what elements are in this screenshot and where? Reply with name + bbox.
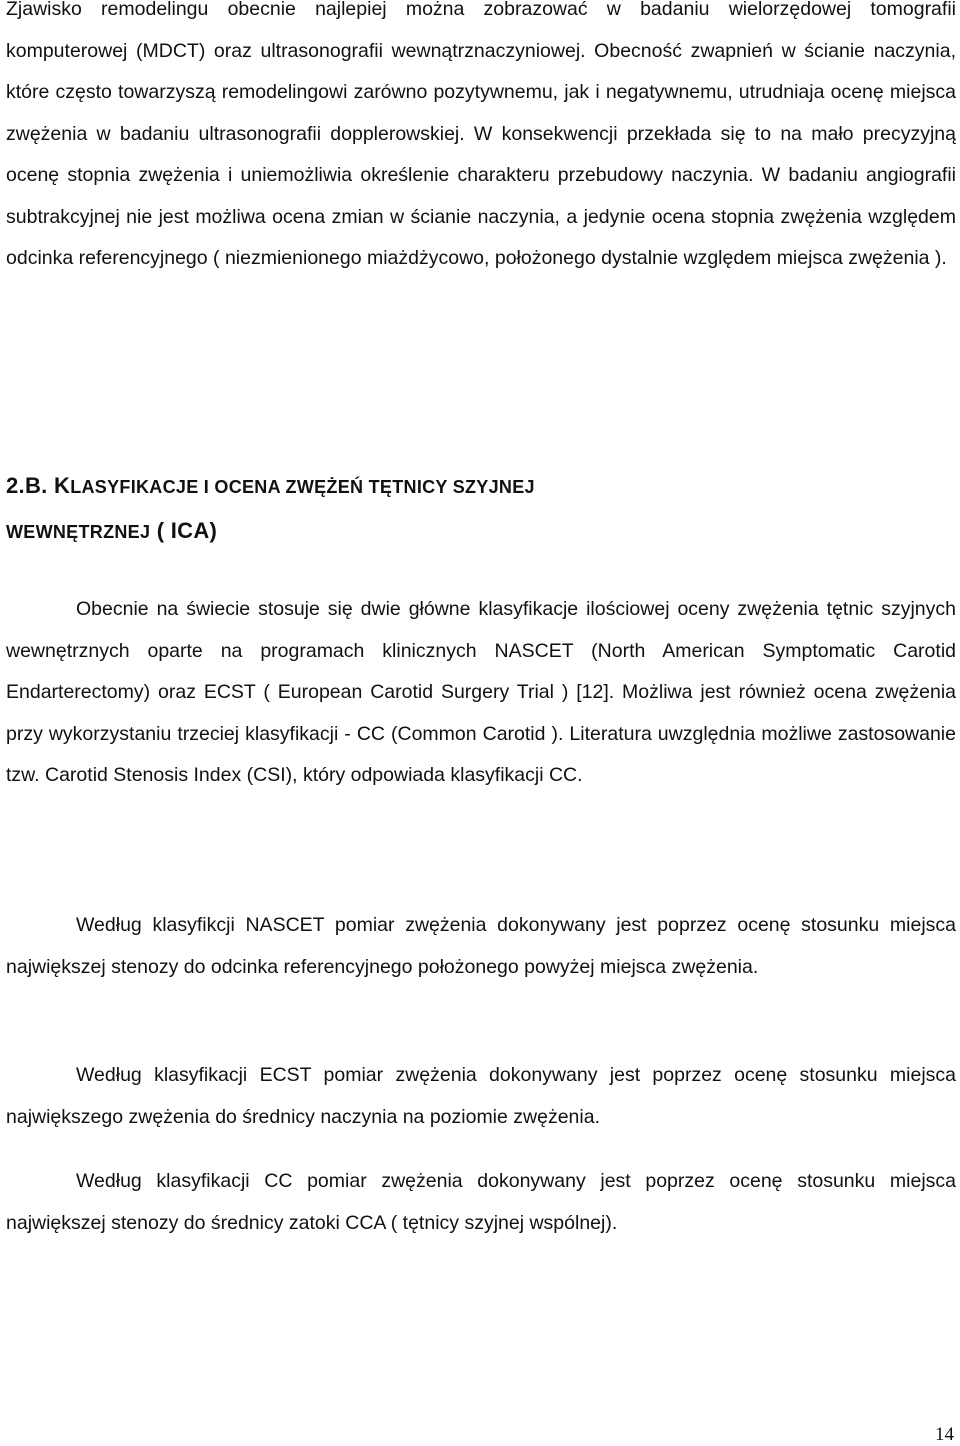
- paragraph-ecst: Według klasyfikacji ECST pomiar zwężenia dokonywany jest poprzez ocenę stosunku miejsca największego zwężenia do średnicy naczynia na poziomie zwężenia.: [6, 1064, 956, 1128]
- paragraph-cc: Według klasyfikacji CC pomiar zwężenia dokonywany jest poprzez ocenę stosunku miejsca największej stenozy do średnicy zatoki CCA ( tętnicy szyjnej wspólnej).: [6, 1170, 956, 1234]
- heading-line1-first: K: [53, 473, 71, 498]
- heading-line1-rest: LASYFIKACJE I OCENA ZWĘŻEŃ TĘTNICY SZYJNEJ: [70, 477, 535, 497]
- heading-line2-smallcaps: WEWNĘTRZNEJ: [6, 522, 151, 542]
- paragraph-classifications: Obecnie na świecie stosuje się dwie główne klasyfikacje ilościowej oceny zwężenia tętnic szyjnych wewnętrznych oparte na programach klinicznych NASCET (North American Symptomatic Carotid Endarterectomy) oraz ECST ( European Carotid Surgery Trial ) [12]. Możliwa jest również ocena zwężenia przy wykorzystaniu trzeciej klasyfikacji - CC (Common Carotid ). Literatura uwzględnia możliwe zastosowanie tzw. Carotid Stenosis Index (CSI), który odpowiada klasyfikacji CC.: [6, 598, 956, 786]
- paragraph-remodeling: Zjawisko remodelingu obecnie najlepiej można zobrazować w badaniu wielorzędowej tomografii komputerowej (MDCT) oraz ultrasonografii wewnątrznaczyniowej. Obecność zwapnień w ścianie naczynia, które często towarzyszą remodelingowi zarówno pozytywnemu, jak i negatywnemu, utrudniaja ocenę miejsca zwężenia w badaniu ultrasonografii dopplerowskiej. W konsekwencji przekłada się to na mało precyzyjną ocenę stopnia zwężenia i uniemożliwia określenie charakteru przebudowy naczynia. W badaniu angiografii subtrakcyjnej nie jest możliwa ocena zmian w ścianie naczynia, a jedynie ocena stopnia zwężenia względem odcinka referencyjnego ( niezmienionego miażdżycowo, położonego dystalnie względem miejsca zwężenia ).: [6, 0, 956, 269]
- section-number: 2.B.: [6, 473, 48, 498]
- paragraph-nascet: Według klasyfikcji NASCET pomiar zwężenia dokonywany jest poprzez ocenę stosunku miejsca największej stenozy do odcinka referencyjnego położonego powyżej miejsca zwężenia.: [6, 914, 956, 978]
- page-number: 14: [935, 1424, 954, 1445]
- section-heading: [6, 464, 956, 554]
- heading-line2-rest: ( ICA): [150, 518, 218, 543]
